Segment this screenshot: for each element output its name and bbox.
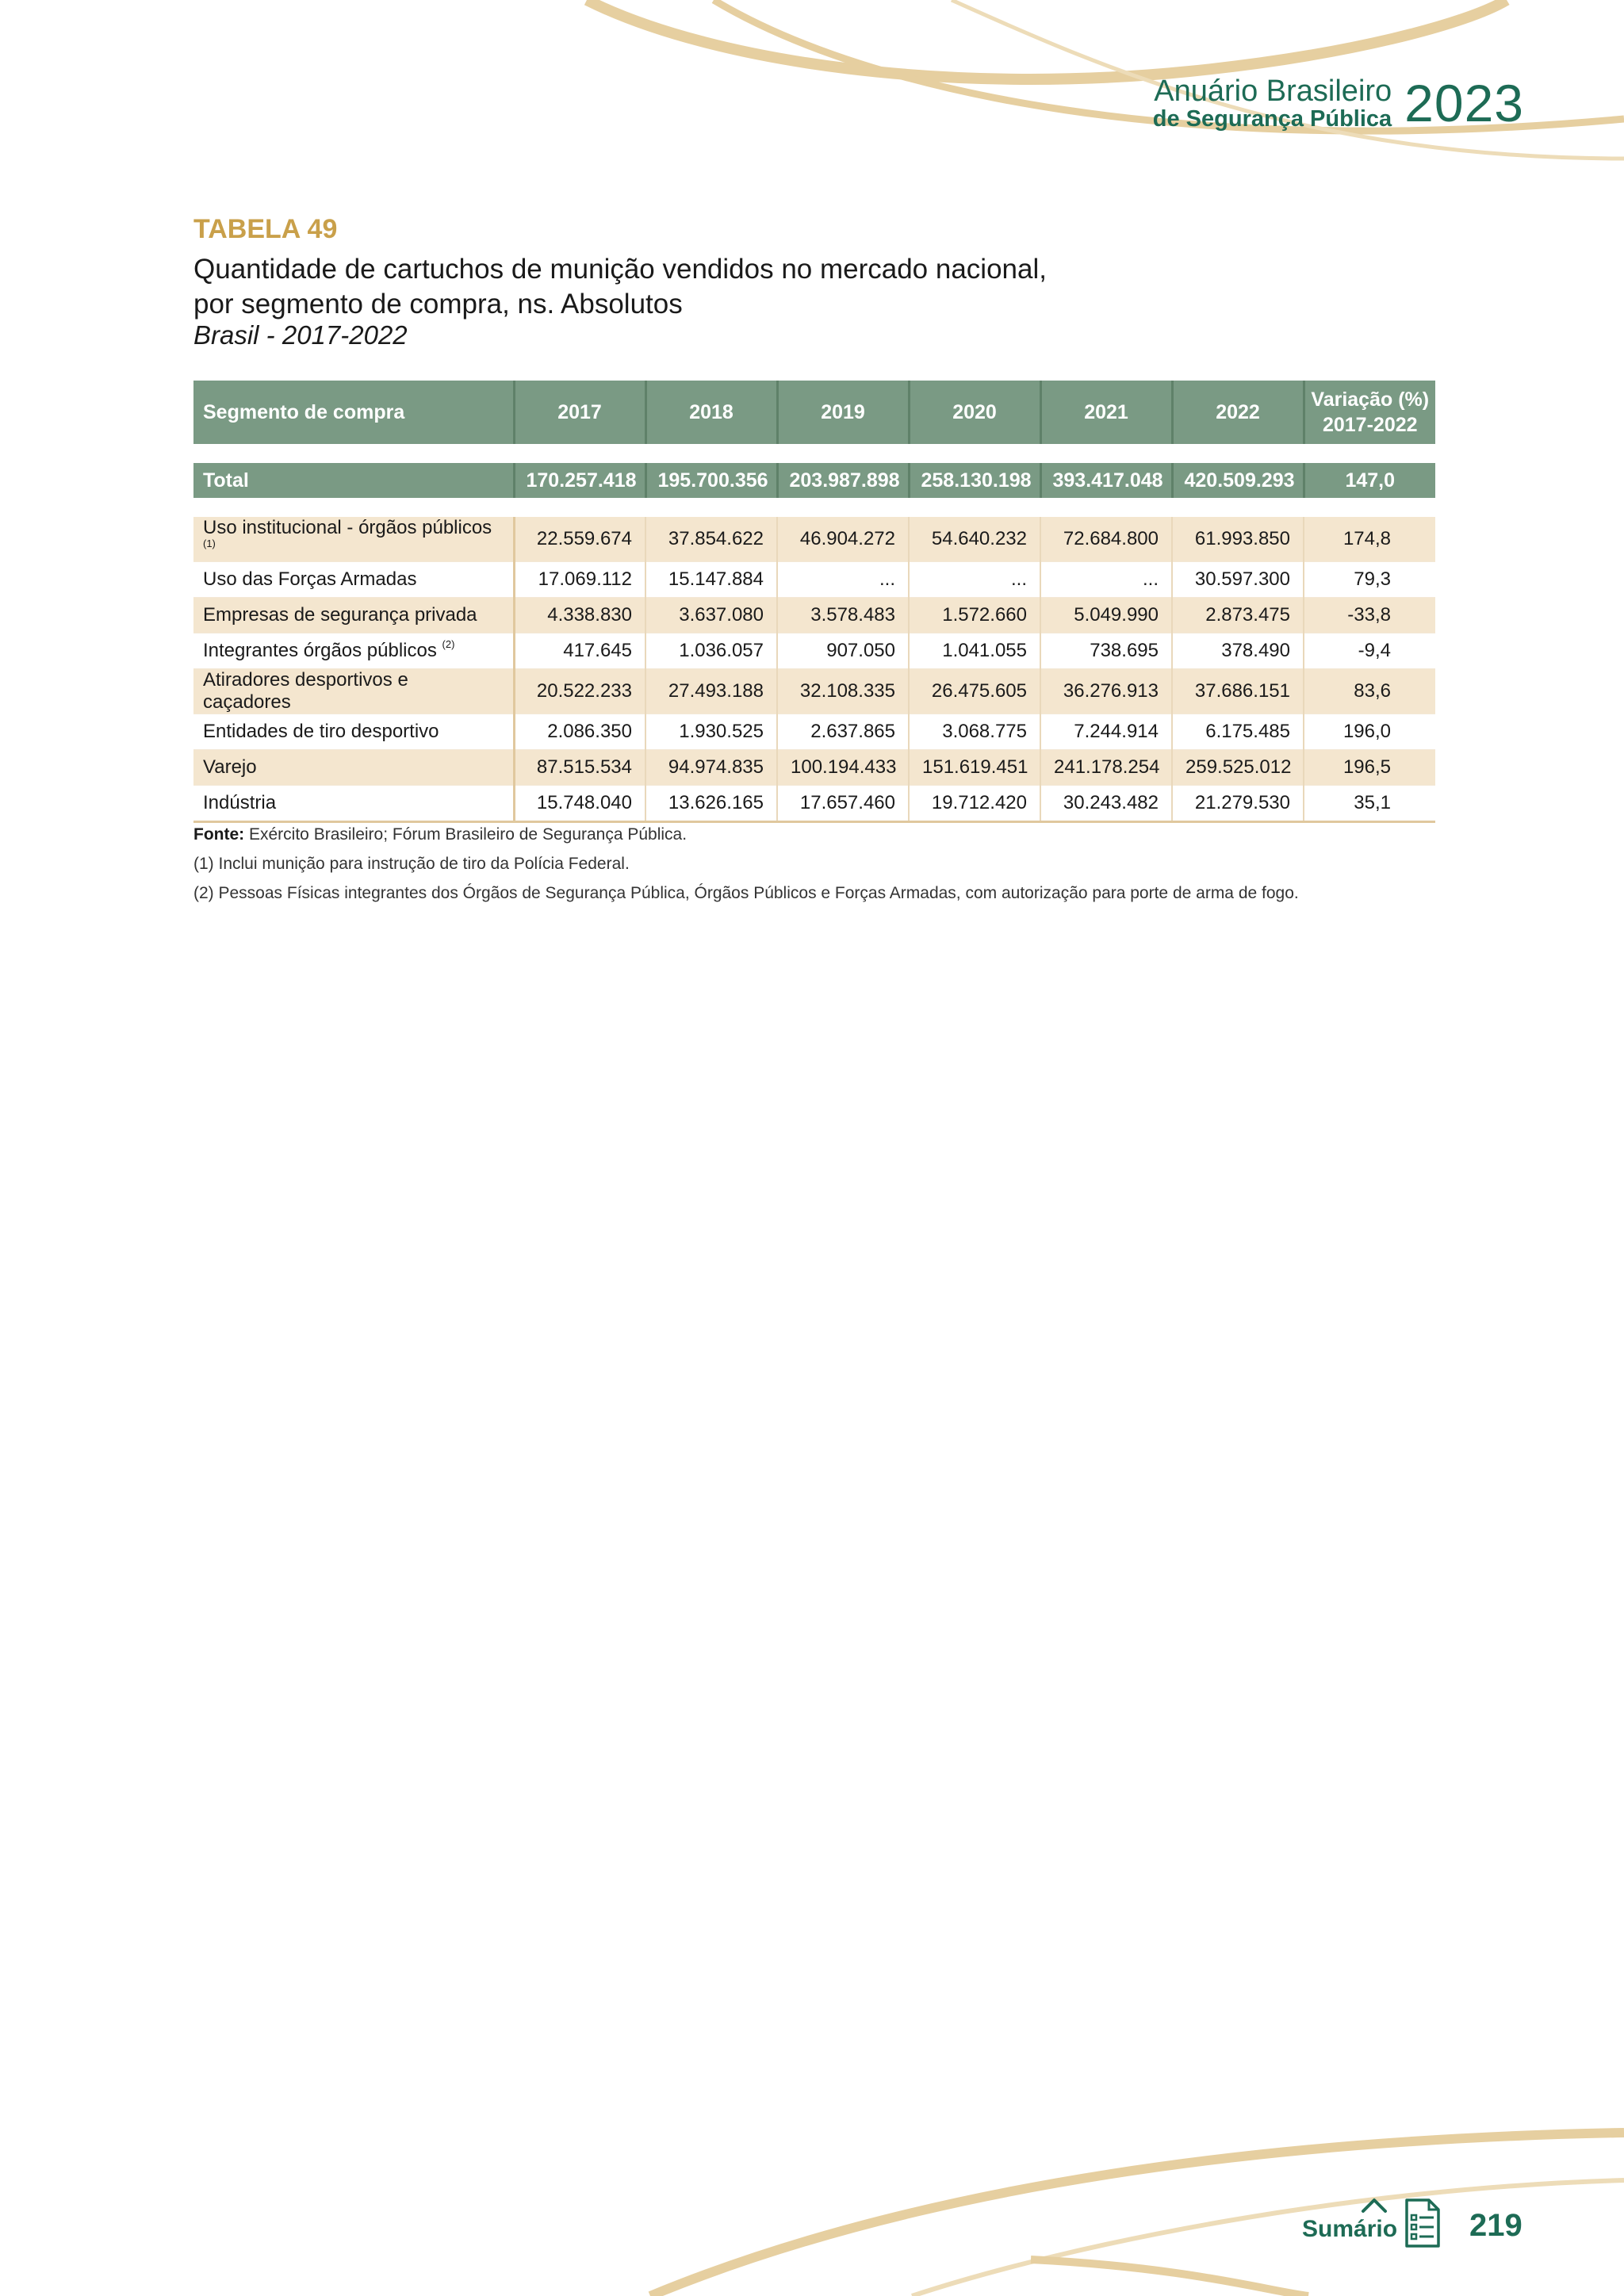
brand-text (1153, 76, 1392, 131)
table-cell: 3.578.483 (777, 598, 909, 633)
source-text: Exército Brasileiro; Fórum Brasileiro de Segurança Pública. (249, 825, 688, 844)
table-cell: 5.049.990 (1040, 598, 1172, 633)
row-label-text: Integrantes órgãos públicos (203, 640, 437, 661)
brand-year: 2023 (1404, 74, 1524, 132)
table-cell: 174,8 (1304, 517, 1435, 562)
spacer-row (193, 444, 1435, 463)
table-cell: 61.993.850 (1172, 517, 1304, 562)
table-cell: 417.645 (514, 633, 645, 669)
column-header: Segmento de compra (193, 381, 514, 444)
table-cell: 170.257.418 (514, 463, 645, 498)
brand-title-line2: de Segurança Pública (1152, 105, 1392, 132)
row-label (193, 517, 514, 562)
table-cell: 907.050 (777, 633, 909, 669)
table-cell: 7.244.914 (1040, 714, 1172, 750)
table-cell: 258.130.198 (909, 463, 1040, 498)
column-header: 2020 (909, 381, 1040, 444)
table-cell: 1.041.055 (909, 633, 1040, 669)
document-list-icon[interactable] (1404, 2198, 1442, 2248)
column-header: 2019 (777, 381, 909, 444)
table-cell: 147,0 (1304, 463, 1435, 498)
sumario-link[interactable]: Sumário (1302, 2216, 1398, 2242)
table-cell: 15.147.884 (645, 562, 777, 598)
row-label-text: Indústria (203, 792, 277, 813)
table-row (193, 669, 1435, 714)
table-row (193, 786, 1435, 822)
table-cell: 13.626.165 (645, 786, 777, 822)
ammunition-sales-table (193, 381, 1435, 823)
row-label (193, 598, 514, 633)
table-cell: ... (909, 562, 1040, 598)
table-cell: 196,5 (1304, 750, 1435, 786)
column-header-variation (1304, 381, 1435, 444)
brand-title-line1: Anuário Brasileiro (1154, 74, 1392, 108)
table-row (193, 598, 1435, 633)
column-header: 2017 (514, 381, 645, 444)
table-cell: 393.417.048 (1040, 463, 1172, 498)
row-label (193, 714, 514, 750)
table-cell: ... (1040, 562, 1172, 598)
table-cell: 6.175.485 (1172, 714, 1304, 750)
table-cell: 378.490 (1172, 633, 1304, 669)
row-label-text: Empresas de segurança privada (203, 604, 477, 626)
column-header: 2021 (1040, 381, 1172, 444)
table-cell: 72.684.800 (1040, 517, 1172, 562)
table-cell: 3.637.080 (645, 598, 777, 633)
table-cell: 15.748.040 (514, 786, 645, 822)
row-label-text: Varejo (203, 756, 257, 778)
spacer-row (193, 498, 1435, 517)
source-label: Fonte: (193, 825, 245, 844)
table-cell: 2.637.865 (777, 714, 909, 750)
table-cell: 203.987.898 (777, 463, 909, 498)
page-number: 219 (1469, 2208, 1522, 2243)
table-cell: 1.036.057 (645, 633, 777, 669)
table-cell: 2.873.475 (1172, 598, 1304, 633)
row-label-text: Atiradores desportivos e caçadores (203, 669, 408, 713)
table-cell: -9,4 (1304, 633, 1435, 669)
table-cell: 83,6 (1304, 669, 1435, 714)
decorative-swoosh-bottom (0, 2093, 1624, 2296)
row-label (193, 786, 514, 822)
table-cell: 4.338.830 (514, 598, 645, 633)
row-label-text: Entidades de tiro desportivo (203, 721, 439, 742)
table-cell: 259.525.012 (1172, 750, 1304, 786)
table-title (193, 252, 1304, 322)
row-label (193, 562, 514, 598)
table-cell: 46.904.272 (777, 517, 909, 562)
table-cell: 94.974.835 (645, 750, 777, 786)
table-cell: 35,1 (1304, 786, 1435, 822)
table-cell: 87.515.534 (514, 750, 645, 786)
table-row (193, 750, 1435, 786)
table-cell: 32.108.335 (777, 669, 909, 714)
table-cell: 3.068.775 (909, 714, 1040, 750)
table-cell: 1.930.525 (645, 714, 777, 750)
footnote-marker: (1) (203, 538, 216, 549)
table-title-line2: por segmento de compra, ns. Absolutos (193, 289, 683, 320)
table-cell: 37.854.622 (645, 517, 777, 562)
footnote-1: (1) Inclui munição para instrução de tiro da Polícia Federal. (193, 855, 630, 873)
table-label: TABELA 49 (193, 214, 338, 244)
table-cell: 241.178.254 (1040, 750, 1172, 786)
table-cell: 27.493.188 (645, 669, 777, 714)
row-label-text: Uso institucional - órgãos públicos (203, 517, 492, 538)
table-cell: 54.640.232 (909, 517, 1040, 562)
table-cell: 738.695 (1040, 633, 1172, 669)
column-header: 2022 (1172, 381, 1304, 444)
table-cell: 17.069.112 (514, 562, 645, 598)
table-cell: 36.276.913 (1040, 669, 1172, 714)
table-cell: 30.597.300 (1172, 562, 1304, 598)
table-notes (193, 820, 1299, 908)
table-cell: -33,8 (1304, 598, 1435, 633)
table-cell: 420.509.293 (1172, 463, 1304, 498)
table-cell: 100.194.433 (777, 750, 909, 786)
column-header: 2018 (645, 381, 777, 444)
row-label: Total (193, 463, 514, 498)
chevron-up-icon[interactable] (1361, 2196, 1388, 2214)
variation-header-line1: Variação (%) (1311, 388, 1430, 411)
table-cell: 195.700.356 (645, 463, 777, 498)
table-cell: 26.475.605 (909, 669, 1040, 714)
table-cell: 196,0 (1304, 714, 1435, 750)
table-row (193, 517, 1435, 562)
table-cell: 17.657.460 (777, 786, 909, 822)
variation-header-line2: 2017-2022 (1322, 414, 1418, 436)
publication-brand (1153, 73, 1524, 133)
total-row (193, 463, 1435, 498)
table-cell: 22.559.674 (514, 517, 645, 562)
row-label (193, 750, 514, 786)
table-header-row (193, 381, 1435, 444)
table-cell: 37.686.151 (1172, 669, 1304, 714)
table-row (193, 562, 1435, 598)
table-cell: ... (777, 562, 909, 598)
footnote-2: (2) Pessoas Físicas integrantes dos Órgãos de Segurança Pública, Órgãos Públicos e Forças Armadas, com autorização para porte de arma de fogo. (193, 884, 1299, 902)
table-cell: 1.572.660 (909, 598, 1040, 633)
row-label-text: Uso das Forças Armadas (203, 568, 417, 590)
row-label (193, 669, 514, 714)
table-row (193, 633, 1435, 669)
table-subtitle: Brasil - 2017-2022 (193, 320, 408, 350)
table-cell: 2.086.350 (514, 714, 645, 750)
table-cell: 20.522.233 (514, 669, 645, 714)
table-cell: 30.243.482 (1040, 786, 1172, 822)
table-cell: 21.279.530 (1172, 786, 1304, 822)
source-note (193, 820, 1299, 849)
table-cell: 151.619.451 (909, 750, 1040, 786)
footnote-marker: (2) (442, 638, 455, 650)
table-row (193, 714, 1435, 750)
table-title-line1: Quantidade de cartuchos de munição vendidos no mercado nacional, (193, 254, 1047, 285)
table-cell: 79,3 (1304, 562, 1435, 598)
row-label (193, 633, 514, 669)
table-cell: 19.712.420 (909, 786, 1040, 822)
